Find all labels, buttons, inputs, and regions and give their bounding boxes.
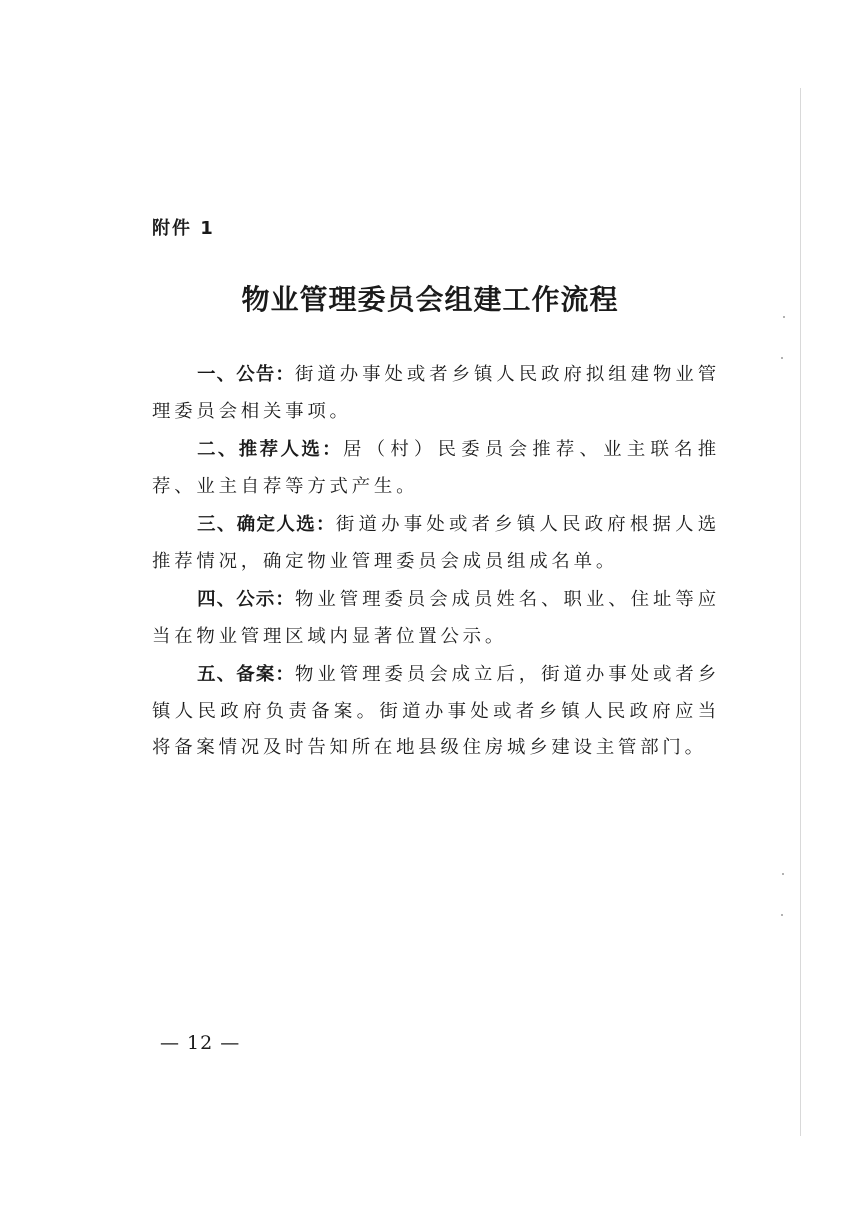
page-edge-shadow bbox=[800, 88, 801, 1136]
document-title: 物业管理委员会组建工作流程 bbox=[241, 283, 619, 316]
section-paragraph-publicity bbox=[152, 582, 720, 655]
page-number: — 12 — bbox=[160, 1032, 241, 1054]
scan-speck bbox=[781, 357, 783, 359]
section-paragraph-recommend bbox=[152, 432, 720, 505]
attachment-label: 附件 1 bbox=[152, 218, 215, 239]
section-text: 街道办事处或者乡镇人民政府拟组建物业管理委员会相关事项。 bbox=[152, 364, 720, 422]
section-heading: 五、备案： bbox=[197, 664, 295, 685]
section-heading: 三、确定人选： bbox=[197, 514, 336, 535]
section-paragraph-filing bbox=[152, 657, 720, 767]
section-text: 物业管理委员会成员姓名、职业、住址等应当在物业管理区域内显著位置公示。 bbox=[152, 589, 720, 647]
scan-speck bbox=[782, 873, 784, 875]
scan-speck bbox=[781, 914, 783, 916]
section-heading: 一、公告： bbox=[197, 364, 295, 385]
scan-speck bbox=[783, 316, 785, 318]
section-heading: 四、公示： bbox=[197, 589, 295, 610]
section-text: 居（村）民委员会推荐、业主联名推荐、业主自荐等方式产生。 bbox=[152, 439, 720, 497]
section-text: 街道办事处或者乡镇人民政府根据人选推荐情况，确定物业管理委员会成员组成名单。 bbox=[152, 514, 720, 572]
document-body bbox=[152, 357, 720, 769]
section-paragraph-announcement bbox=[152, 357, 720, 430]
section-heading: 二、推荐人选： bbox=[197, 439, 344, 460]
section-text: 物业管理委员会成立后，街道办事处或者乡镇人民政府负责备案。街道办事处或者乡镇人民政府应当将备案情况及时告知所在地县级住房城乡建设主管部门。 bbox=[152, 664, 720, 758]
section-paragraph-confirm bbox=[152, 507, 720, 580]
